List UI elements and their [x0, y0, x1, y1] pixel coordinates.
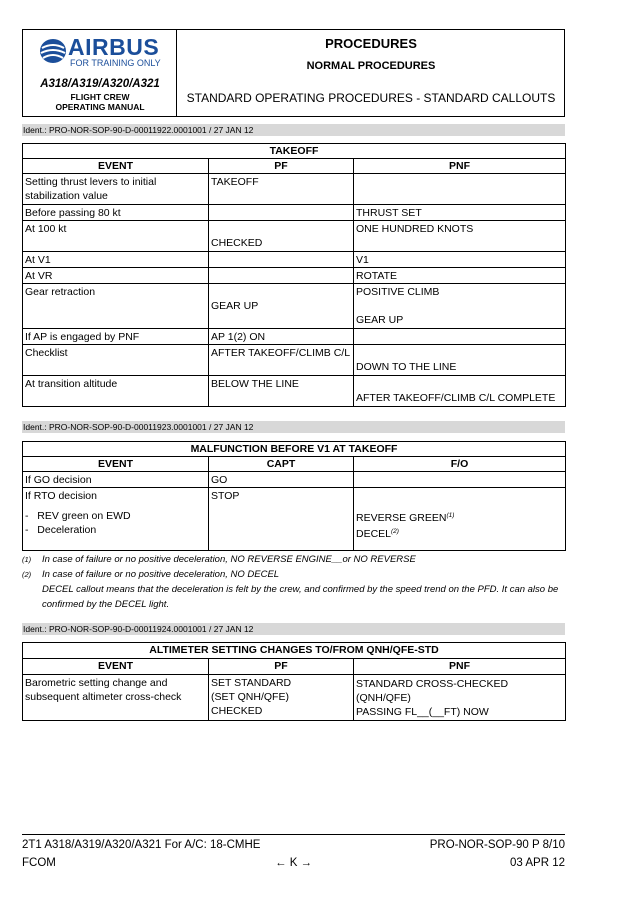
- column-header-capt: CAPT: [209, 457, 354, 472]
- footnote-text: In case of failure or no positive deceleration, NO DECEL: [42, 569, 280, 580]
- pnf-cell: [354, 345, 566, 376]
- event-cell: At transition altitude: [23, 376, 209, 407]
- pf-cell: BELOW THE LINE: [209, 376, 354, 407]
- table-row: [23, 205, 566, 221]
- footer-divider: [22, 834, 565, 835]
- table-row: [23, 329, 566, 345]
- malfunction-table: [22, 441, 566, 551]
- footer-manual: FCOM: [22, 857, 56, 869]
- pnf-cell: V1: [354, 252, 566, 268]
- takeoff-table: [22, 143, 566, 407]
- altimeter-title: ALTIMETER SETTING CHANGES TO/FROM QNH/QFE-STD: [23, 643, 566, 659]
- footer-page-ref: PRO-NOR-SOP-90 P 8/10: [429, 839, 565, 851]
- footnote-number: (2): [22, 570, 32, 579]
- pf-cell: AFTER TAKEOFF/CLIMB C/L: [209, 345, 354, 376]
- pnf-cell: [354, 284, 566, 329]
- fo-callout: REVERSE GREEN$^{(1)}$: [356, 512, 455, 524]
- fo-cell: [354, 472, 566, 488]
- event-subitem: - REV green on EWD: [25, 510, 131, 522]
- column-header-event: EVENT: [23, 659, 209, 675]
- footnote-number: (1): [22, 555, 32, 564]
- table-row: [23, 345, 566, 376]
- capt-cell: STOP: [209, 488, 354, 551]
- table-row: [23, 488, 566, 551]
- table-row: [23, 472, 566, 488]
- event-cell: If GO decision: [23, 472, 209, 488]
- pnf-callout: DOWN TO THE LINE: [356, 361, 457, 373]
- ident-line: Ident.: PRO-NOR-SOP-90-D-00011923.0001001 / 27 JAN 12: [22, 421, 565, 433]
- table-row: [23, 174, 566, 205]
- pf-callout: GEAR UP: [211, 300, 259, 312]
- pf-cell: AP 1(2) ON: [209, 329, 354, 345]
- page-subtitle: NORMAL PROCEDURES: [306, 60, 436, 72]
- pnf-cell: ROTATE: [354, 268, 566, 284]
- pf-cell: [209, 675, 354, 721]
- column-header-pf: PF: [209, 659, 354, 675]
- footnote-ref: (1): [446, 512, 455, 519]
- column-header-fo: F/O: [354, 457, 566, 472]
- pnf-cell: THRUST SET: [354, 205, 566, 221]
- column-header-pf: PF: [209, 159, 354, 174]
- pnf-callout: STANDARD CROSS-CHECKED (QNH/QFE): [356, 678, 509, 704]
- pnf-cell: [354, 329, 566, 345]
- event-text: If RTO decision: [25, 490, 97, 502]
- event-cell: At VR: [23, 268, 209, 284]
- pnf-cell: [354, 675, 566, 721]
- pnf-cell: [354, 174, 566, 205]
- fo-cell: [354, 488, 566, 551]
- footnote-text: DECEL callout means that the deceleration is felt by the crew, and confirmed by the speed trend on the PFD. It can also be confirmed by the DECEL light.: [42, 584, 559, 610]
- malfunction-title: MALFUNCTION BEFORE V1 AT TAKEOFF: [23, 442, 566, 457]
- pnf-callout: AFTER TAKEOFF/CLIMB C/L COMPLETE: [356, 392, 556, 404]
- page-header: [22, 29, 565, 117]
- footer-date: 03 APR 12: [510, 857, 565, 869]
- column-header-pnf: PNF: [354, 159, 566, 174]
- footnote-ref: (2): [391, 528, 399, 535]
- table-row: [23, 221, 566, 252]
- footnote: [22, 567, 565, 582]
- takeoff-title: TAKEOFF: [23, 144, 566, 159]
- event-cell: Before passing 80 kt: [23, 205, 209, 221]
- airbus-logo: [39, 34, 163, 69]
- event-cell: Setting thrust levers to initial stabilization value: [23, 174, 209, 205]
- pf-cell: [209, 221, 354, 252]
- table-row: [23, 268, 566, 284]
- pf-callout: CHECKED: [211, 705, 263, 717]
- section-description: STANDARD OPERATING PROCEDURES - STANDARD CALLOUTS: [186, 91, 556, 105]
- fo-callout: DECEL$^{(2)}$: [356, 528, 399, 540]
- event-subitem: - Deceleration: [25, 524, 97, 536]
- footnote: [22, 582, 565, 612]
- event-cell: [23, 488, 209, 551]
- pnf-callout: PASSING FL__(__FT) NOW: [356, 706, 489, 718]
- event-cell: If AP is engaged by PNF: [23, 329, 209, 345]
- pf-cell: [209, 205, 354, 221]
- pf-callout: CHECKED: [211, 237, 263, 249]
- altimeter-table: [22, 642, 566, 721]
- event-cell: At 100 kt: [23, 221, 209, 252]
- header-logo-panel: [23, 30, 177, 116]
- training-label: FOR TRAINING ONLY: [70, 58, 161, 68]
- event-cell: At V1: [23, 252, 209, 268]
- footnote-number: [22, 582, 42, 612]
- capt-cell: GO: [209, 472, 354, 488]
- footer-aircraft-info: 2T1 A318/A319/A320/A321 For A/C: 18-CMHE: [22, 839, 261, 851]
- pnf-cell: ONE HUNDRED KNOTS: [354, 221, 566, 252]
- table-row: [23, 376, 566, 407]
- ident-line: Ident.: PRO-NOR-SOP-90-D-00011924.0001001 / 27 JAN 12: [22, 623, 565, 635]
- column-header-event: EVENT: [23, 457, 209, 472]
- table-row: [23, 252, 566, 268]
- manual-name-line2: OPERATING MANUAL: [55, 102, 145, 112]
- pf-cell: [209, 252, 354, 268]
- event-cell: Barometric setting change and subsequent altimeter cross-check: [23, 675, 209, 721]
- footnotes: [22, 552, 565, 612]
- pnf-cell: [354, 376, 566, 407]
- column-header-event: EVENT: [23, 159, 209, 174]
- pf-cell: [209, 284, 354, 329]
- pnf-callout: GEAR UP: [356, 314, 404, 326]
- table-row: [23, 675, 566, 721]
- pf-callout: SET STANDARD: [211, 677, 292, 689]
- ident-line: Ident.: PRO-NOR-SOP-90-D-00011922.0001001 / 27 JAN 12: [22, 124, 565, 136]
- airbus-wordmark: AIRBUS: [68, 34, 160, 60]
- footnote: [22, 552, 565, 567]
- aircraft-models: A318/A319/A320/A321: [40, 78, 160, 90]
- pf-cell: TAKEOFF: [209, 174, 354, 205]
- pf-callout: (SET QNH/QFE): [211, 691, 289, 703]
- pnf-callout: POSITIVE CLIMB: [356, 286, 440, 298]
- manual-name-line1: FLIGHT CREW: [70, 92, 130, 102]
- airbus-globe-icon: [39, 38, 67, 64]
- footnote-text: In case of failure or no positive deceleration, NO REVERSE ENGINE__or NO REVERSE: [42, 554, 416, 565]
- table-row: [23, 284, 566, 329]
- page-title: PROCEDURES: [325, 36, 417, 51]
- pf-cell: [209, 268, 354, 284]
- column-header-pnf: PNF: [354, 659, 566, 675]
- footer-revision-marker: ← K →: [275, 857, 313, 869]
- header-title-panel: [178, 30, 564, 116]
- event-cell: Checklist: [23, 345, 209, 376]
- event-cell: Gear retraction: [23, 284, 209, 329]
